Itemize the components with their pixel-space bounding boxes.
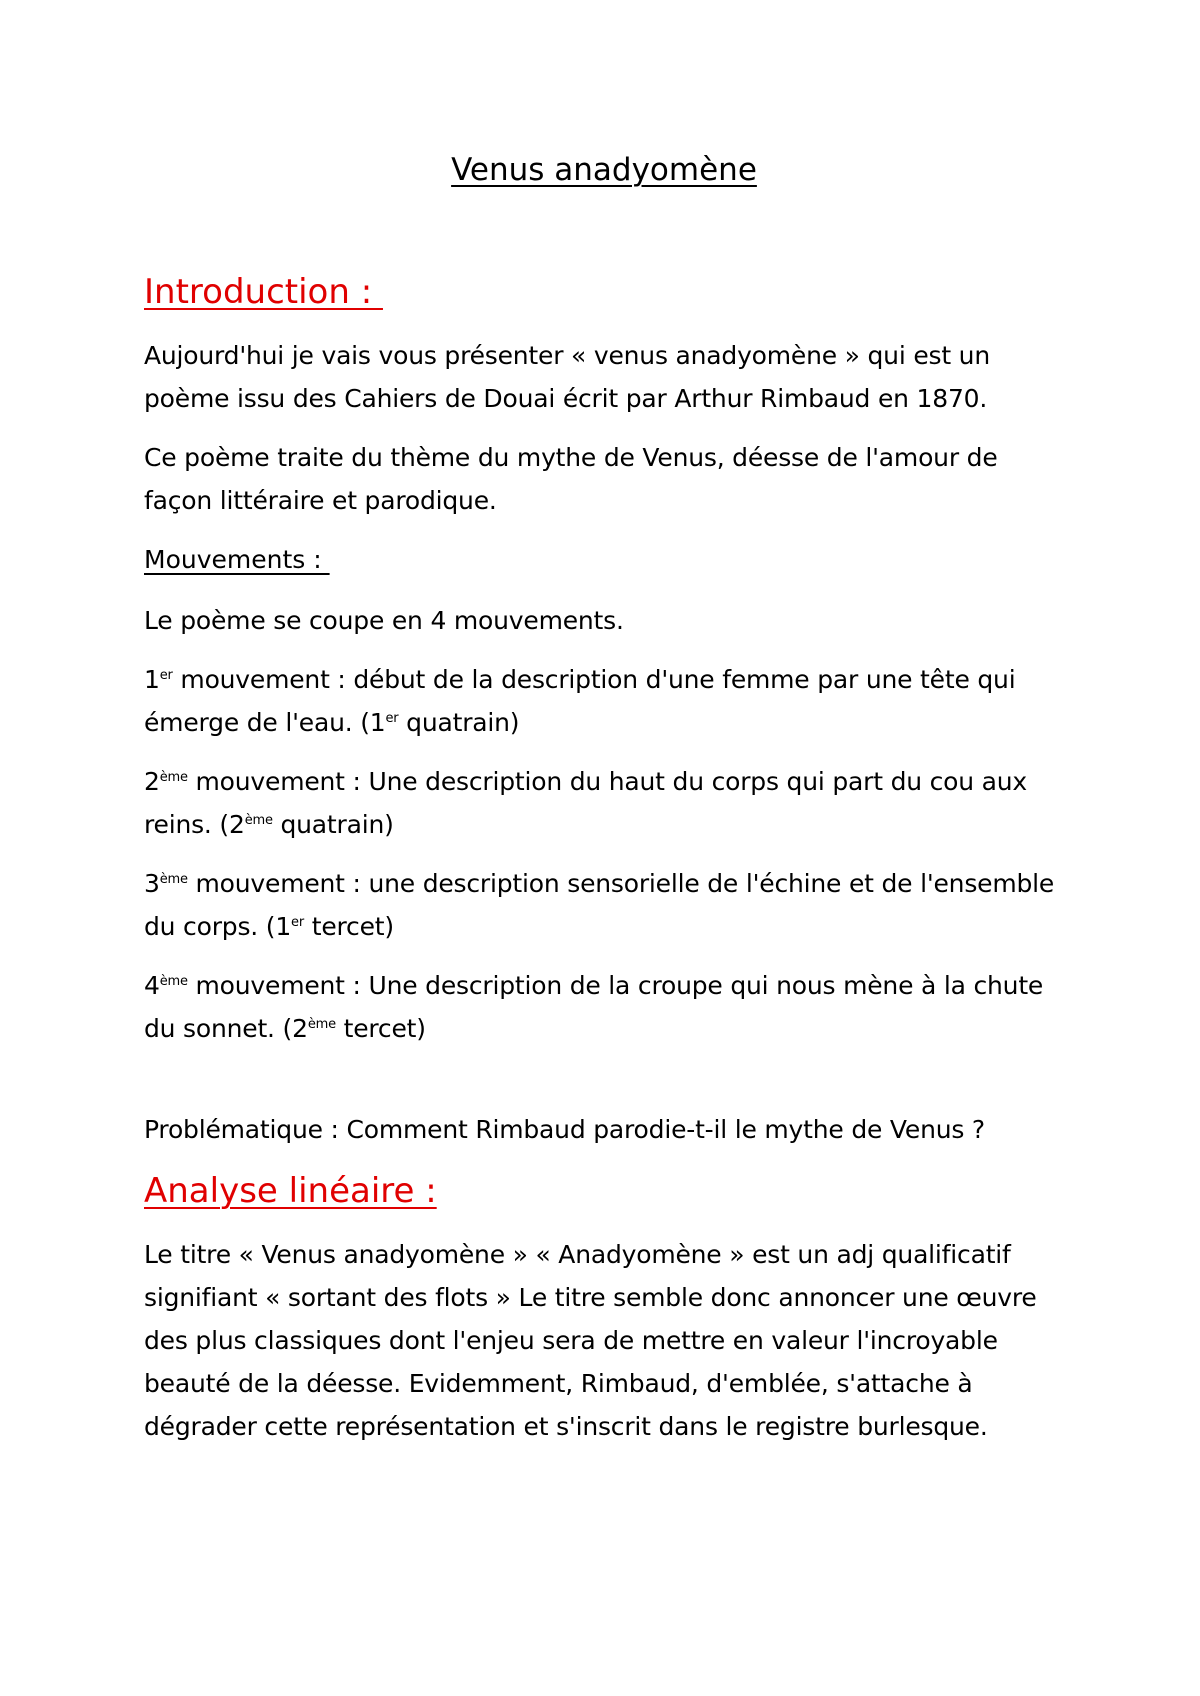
mouvement-description: mouvement : Une description du haut du corps qui part du cou aux reins. (2	[144, 767, 1028, 839]
document-title: Venus anadyomène	[451, 152, 757, 188]
document-body	[144, 150, 1064, 1464]
mouvement-stanza: quatrain)	[398, 708, 520, 737]
mouvement-description: mouvement : début de la description d'une femme par une tête qui émerge de l'eau. (1	[144, 665, 1016, 737]
mouvement-stanza: quatrain)	[272, 810, 394, 839]
ordinal-suffix: er	[159, 668, 173, 683]
ordinal-suffix: ème	[159, 770, 188, 785]
analyse-paragraph: Le titre « Venus anadyomène » « Anadyomène » est un adj qualificatif signifiant « sortant des flots » Le titre semble donc annoncer une œuvre des plus classiques dont l'enjeu sera de mettre en valeur l'incroyable beauté de la déesse. Evidemment, Rimbaud, d'emblée, s'attache à dégrader cette représentation et s'inscrit dans le registre burlesque.	[144, 1240, 1037, 1441]
mouvement-description: mouvement : Une description de la croupe qui nous mène à la chute du sonnet. (2	[144, 971, 1044, 1043]
mouvement-number: 4	[144, 971, 160, 1000]
mouvement-item-1	[144, 658, 1064, 744]
mouvements-heading: Mouvements :	[144, 545, 330, 574]
ordinal-suffix: ème	[159, 872, 188, 887]
introduction-paragraph-1: Aujourd'hui je vais vous présenter « venus anadyomène » qui est un poème issu des Cahiers de Douai écrit par Arthur Rimbaud en 1870.	[144, 341, 990, 413]
mouvement-stanza: tercet)	[303, 912, 394, 941]
ordinal-suffix: ème	[244, 813, 273, 828]
ordinal-suffix: ème	[159, 974, 188, 989]
mouvement-number: 3	[144, 869, 160, 898]
mouvement-item-4	[144, 964, 1064, 1050]
mouvement-number: 2	[144, 767, 160, 796]
ordinal-suffix: er	[291, 915, 304, 930]
mouvement-item-3	[144, 862, 1064, 948]
ordinal-suffix: ème	[307, 1017, 336, 1032]
mouvement-description: mouvement : une description sensorielle de l'échine et de l'ensemble du corps. (1	[144, 869, 1055, 941]
ordinal-suffix: er	[385, 711, 399, 726]
analyse-heading: Analyse linéaire :	[144, 1171, 437, 1211]
mouvements-intro: Le poème se coupe en 4 mouvements.	[144, 606, 624, 635]
mouvement-item-2	[144, 760, 1064, 846]
introduction-paragraph-2: Ce poème traite du thème du mythe de Venus, déesse de l'amour de façon littéraire et parodique.	[144, 443, 998, 515]
mouvement-number: 1	[144, 665, 160, 694]
introduction-heading: Introduction :	[144, 272, 383, 312]
mouvement-stanza: tercet)	[335, 1014, 426, 1043]
problematique: Problématique : Comment Rimbaud parodie-t-il le mythe de Venus ?	[144, 1115, 985, 1144]
blank-line	[144, 1066, 1064, 1108]
